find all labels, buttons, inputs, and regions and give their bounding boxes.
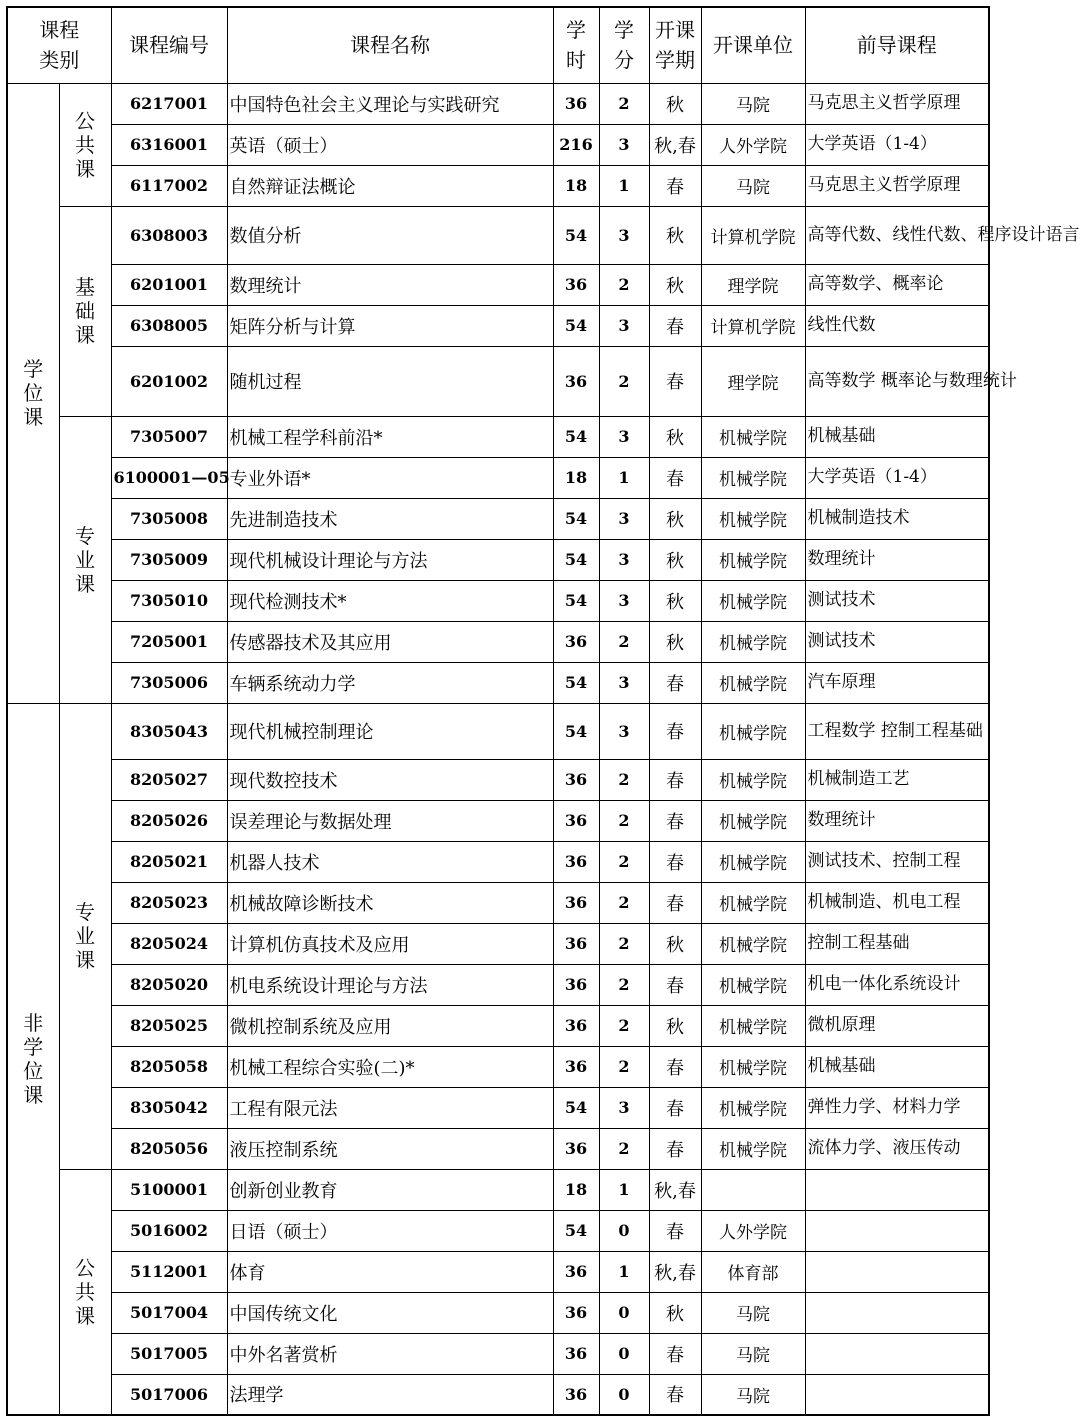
- course-name: 体育: [227, 1251, 553, 1292]
- course-credits: 3: [599, 416, 649, 457]
- course-semester: 春: [649, 457, 701, 498]
- course-name: 现代数控技术: [227, 759, 553, 800]
- course-hours: 54: [553, 1210, 599, 1251]
- course-prereq: 高等数学 概率论与数理统计: [805, 346, 989, 416]
- course-prereq: 测试技术: [805, 621, 989, 662]
- table-row: [7, 1374, 989, 1415]
- course-name: 工程有限元法: [227, 1087, 553, 1128]
- course-credits: 3: [599, 206, 649, 264]
- course-hours: 36: [553, 759, 599, 800]
- course-code: 7305006: [111, 662, 227, 703]
- course-code: 5112001: [111, 1251, 227, 1292]
- course-semester: 春: [649, 1374, 701, 1415]
- table-row: [7, 305, 989, 346]
- course-hours: 54: [553, 416, 599, 457]
- course-unit: 机械学院: [701, 1005, 805, 1046]
- group-nondegree: [7, 703, 59, 1415]
- course-semester: 秋: [649, 1005, 701, 1046]
- course-credits: 3: [599, 124, 649, 165]
- course-unit: 机械学院: [701, 498, 805, 539]
- course-credits: 2: [599, 1046, 649, 1087]
- course-name: 英语（硕士）: [227, 124, 553, 165]
- course-hours: 18: [553, 165, 599, 206]
- table-row: [7, 206, 989, 264]
- header-unit: 开课单位: [701, 7, 805, 83]
- course-name: 机械工程学科前沿*: [227, 416, 553, 457]
- course-code: 6201002: [111, 346, 227, 416]
- table-row: [7, 1251, 989, 1292]
- course-semester: 春: [649, 1210, 701, 1251]
- course-prereq: [805, 1333, 989, 1374]
- course-code: 8205024: [111, 923, 227, 964]
- course-unit: 机械学院: [701, 1046, 805, 1087]
- course-semester: 秋: [649, 1292, 701, 1333]
- course-hours: 54: [553, 498, 599, 539]
- course-credits: 2: [599, 1005, 649, 1046]
- course-credits: 2: [599, 346, 649, 416]
- course-prereq: [805, 1169, 989, 1210]
- course-prereq: [805, 1374, 989, 1415]
- course-name: 机电系统设计理论与方法: [227, 964, 553, 1005]
- course-semester: 秋,春: [649, 1251, 701, 1292]
- course-name: 创新创业教育: [227, 1169, 553, 1210]
- subgroup-nondegree-public: [59, 1169, 111, 1415]
- course-hours: 18: [553, 457, 599, 498]
- table-row: [7, 580, 989, 621]
- course-unit: 机械学院: [701, 539, 805, 580]
- course-prereq: 流体力学、液压传动: [805, 1128, 989, 1169]
- course-name: 现代检测技术*: [227, 580, 553, 621]
- course-code: 7305007: [111, 416, 227, 457]
- table-row: [7, 1128, 989, 1169]
- subgroup-nondegree-major: [59, 703, 111, 1169]
- course-hours: 36: [553, 1251, 599, 1292]
- table-row: [7, 703, 989, 759]
- course-semester: 秋: [649, 498, 701, 539]
- course-code: 6201001: [111, 264, 227, 305]
- header-category: [7, 7, 111, 83]
- table-row: [7, 416, 989, 457]
- table-row: [7, 1046, 989, 1087]
- course-hours: 36: [553, 923, 599, 964]
- course-semester: 春: [649, 1087, 701, 1128]
- course-code: 5017005: [111, 1333, 227, 1374]
- course-hours: 36: [553, 346, 599, 416]
- course-code: 6100001—05: [111, 457, 227, 498]
- course-name: 液压控制系统: [227, 1128, 553, 1169]
- course-prereq: 弹性力学、材料力学: [805, 1087, 989, 1128]
- course-credits: 3: [599, 1087, 649, 1128]
- course-semester: 春: [649, 759, 701, 800]
- course-prereq: 马克思主义哲学原理: [805, 83, 989, 124]
- course-prereq: 数理统计: [805, 800, 989, 841]
- course-hours: 36: [553, 1046, 599, 1087]
- course-hours: 54: [553, 539, 599, 580]
- course-code: 8205026: [111, 800, 227, 841]
- course-prereq: 测试技术、控制工程: [805, 841, 989, 882]
- course-prereq: [805, 1251, 989, 1292]
- table-row: [7, 346, 989, 416]
- course-name: 误差理论与数据处理: [227, 800, 553, 841]
- course-semester: 秋: [649, 264, 701, 305]
- course-prereq: 微机原理: [805, 1005, 989, 1046]
- course-unit: 体育部: [701, 1251, 805, 1292]
- course-credits: 3: [599, 539, 649, 580]
- course-prereq: 高等数学、概率论: [805, 264, 989, 305]
- course-credits: 2: [599, 759, 649, 800]
- course-hours: 36: [553, 1374, 599, 1415]
- course-prereq: [805, 1210, 989, 1251]
- course-code: 7305009: [111, 539, 227, 580]
- course-hours: 36: [553, 1333, 599, 1374]
- course-prereq: 汽车原理: [805, 662, 989, 703]
- course-unit: 马院: [701, 83, 805, 124]
- table-row: [7, 498, 989, 539]
- course-name: 机械工程综合实验(二)*: [227, 1046, 553, 1087]
- course-unit: 机械学院: [701, 457, 805, 498]
- header-category-line2: 类别: [39, 48, 80, 73]
- course-name: 矩阵分析与计算: [227, 305, 553, 346]
- course-semester: 秋,春: [649, 124, 701, 165]
- course-semester: 秋: [649, 539, 701, 580]
- header-credits: [599, 7, 649, 83]
- course-semester: 春: [649, 305, 701, 346]
- table-row: [7, 800, 989, 841]
- course-code: 7305010: [111, 580, 227, 621]
- table-row: [7, 1005, 989, 1046]
- course-unit: 马院: [701, 165, 805, 206]
- course-code: 8305042: [111, 1087, 227, 1128]
- subgroup-degree-basic-label: 基础课: [75, 275, 95, 347]
- course-semester: 春: [649, 1128, 701, 1169]
- group-degree-label: 学位课: [23, 357, 44, 429]
- header-semester-line2: 学期: [655, 48, 695, 73]
- course-code: 8205056: [111, 1128, 227, 1169]
- course-unit: 机械学院: [701, 923, 805, 964]
- course-hours: 36: [553, 841, 599, 882]
- course-unit: 机械学院: [701, 1087, 805, 1128]
- course-prereq: 机电一体化系统设计: [805, 964, 989, 1005]
- course-credits: 3: [599, 580, 649, 621]
- course-name: 机器人技术: [227, 841, 553, 882]
- table-row: [7, 457, 989, 498]
- course-code: 5100001: [111, 1169, 227, 1210]
- course-semester: 秋: [649, 580, 701, 621]
- group-degree: [7, 83, 59, 703]
- subgroup-degree-public-label: 公共课: [75, 108, 95, 181]
- course-name: 先进制造技术: [227, 498, 553, 539]
- subgroup-nondegree-major-label: 专业课: [75, 900, 95, 972]
- course-prereq: 数理统计: [805, 539, 989, 580]
- course-prereq: 机械制造技术: [805, 498, 989, 539]
- course-credits: 2: [599, 923, 649, 964]
- course-name: 数理统计: [227, 264, 553, 305]
- course-code: 7305008: [111, 498, 227, 539]
- course-semester: 春: [649, 662, 701, 703]
- course-name: 现代机械控制理论: [227, 703, 553, 759]
- course-semester: 春: [649, 165, 701, 206]
- course-unit: 机械学院: [701, 580, 805, 621]
- course-name: 中国传统文化: [227, 1292, 553, 1333]
- subgroup-degree-public: [59, 83, 111, 206]
- course-unit: 机械学院: [701, 759, 805, 800]
- course-unit: 计算机学院: [701, 206, 805, 264]
- course-credits: 0: [599, 1292, 649, 1333]
- course-credits: 3: [599, 703, 649, 759]
- course-credits: 2: [599, 800, 649, 841]
- course-unit: 马院: [701, 1333, 805, 1374]
- course-unit: 计算机学院: [701, 305, 805, 346]
- course-credits: 2: [599, 621, 649, 662]
- course-code: 5016002: [111, 1210, 227, 1251]
- course-code: 8205020: [111, 964, 227, 1005]
- curriculum-table: [6, 6, 1080, 1416]
- course-semester: 春: [649, 841, 701, 882]
- course-credits: 3: [599, 662, 649, 703]
- course-code: 8205025: [111, 1005, 227, 1046]
- table-row: [7, 1210, 989, 1251]
- course-credits: 1: [599, 1169, 649, 1210]
- table-row: [7, 923, 989, 964]
- course-name: 车辆系统动力学: [227, 662, 553, 703]
- course-credits: 2: [599, 964, 649, 1005]
- course-hours: 36: [553, 1292, 599, 1333]
- course-unit: 人外学院: [701, 124, 805, 165]
- course-name: 自然辩证法概论: [227, 165, 553, 206]
- course-name: 日语（硕士）: [227, 1210, 553, 1251]
- course-unit: 机械学院: [701, 800, 805, 841]
- course-semester: 春: [649, 1333, 701, 1374]
- header-category-line1: 课程: [39, 18, 80, 43]
- course-semester: 秋,春: [649, 1169, 701, 1210]
- course-name: 法理学: [227, 1374, 553, 1415]
- table-row: [7, 1087, 989, 1128]
- course-semester: 春: [649, 346, 701, 416]
- header-name: 课程名称: [227, 7, 553, 83]
- header-hours-line2: 时: [566, 48, 586, 73]
- course-prereq: 机械制造工艺: [805, 759, 989, 800]
- table-row: [7, 124, 989, 165]
- course-prereq: 工程数学 控制工程基础: [805, 703, 989, 759]
- course-semester: 秋: [649, 83, 701, 124]
- course-hours: 36: [553, 83, 599, 124]
- course-name: 中国特色社会主义理论与实践研究: [227, 83, 553, 124]
- subgroup-degree-basic: [59, 206, 111, 416]
- course-hours: 36: [553, 964, 599, 1005]
- course-hours: 36: [553, 882, 599, 923]
- subgroup-nondegree-public-label: 公共课: [75, 1255, 95, 1328]
- header-semester-line1: 开课: [655, 18, 695, 43]
- header-hours-line1: 学: [566, 18, 586, 43]
- course-name: 机械故障诊断技术: [227, 882, 553, 923]
- course-semester: 春: [649, 964, 701, 1005]
- course-semester: 秋: [649, 621, 701, 662]
- table-row: [7, 1292, 989, 1333]
- course-code: 6316001: [111, 124, 227, 165]
- table-row: [7, 621, 989, 662]
- course-code: 8205021: [111, 841, 227, 882]
- course-semester: 秋: [649, 416, 701, 457]
- course-credits: 3: [599, 305, 649, 346]
- course-unit: 马院: [701, 1374, 805, 1415]
- header-credits-line2: 分: [614, 48, 634, 73]
- course-hours: 36: [553, 1128, 599, 1169]
- table-row: [7, 841, 989, 882]
- table-row: [7, 165, 989, 206]
- course-unit: 机械学院: [701, 662, 805, 703]
- course-name: 微机控制系统及应用: [227, 1005, 553, 1046]
- header-credits-line1: 学: [614, 18, 634, 43]
- course-credits: 1: [599, 457, 649, 498]
- course-unit: 人外学院: [701, 1210, 805, 1251]
- course-prereq: 机械基础: [805, 1046, 989, 1087]
- course-unit: 机械学院: [701, 882, 805, 923]
- course-code: 6308003: [111, 206, 227, 264]
- course-prereq: 大学英语（1-4）: [805, 124, 989, 165]
- table-row: [7, 83, 989, 124]
- course-code: 6117002: [111, 165, 227, 206]
- course-code: 8205023: [111, 882, 227, 923]
- course-unit: 理学院: [701, 264, 805, 305]
- course-semester: 秋: [649, 206, 701, 264]
- course-hours: 54: [553, 1087, 599, 1128]
- course-name: 现代机械设计理论与方法: [227, 539, 553, 580]
- subgroup-degree-major: [59, 416, 111, 703]
- course-credits: 3: [599, 498, 649, 539]
- course-unit: 机械学院: [701, 1128, 805, 1169]
- table-row: [7, 964, 989, 1005]
- course-hours: 36: [553, 800, 599, 841]
- course-code: 8305043: [111, 703, 227, 759]
- course-hours: 54: [553, 662, 599, 703]
- table-row: [7, 662, 989, 703]
- course-name: 中外名著赏析: [227, 1333, 553, 1374]
- course-code: 6217001: [111, 83, 227, 124]
- course-credits: 1: [599, 165, 649, 206]
- header-code: 课程编号: [111, 7, 227, 83]
- course-name: 计算机仿真技术及应用: [227, 923, 553, 964]
- course-hours: 54: [553, 206, 599, 264]
- course-name: 专业外语*: [227, 457, 553, 498]
- table-row: [7, 759, 989, 800]
- course-code: 7205001: [111, 621, 227, 662]
- subgroup-degree-major-label: 专业课: [75, 523, 95, 596]
- course-hours: 216: [553, 124, 599, 165]
- course-semester: 春: [649, 800, 701, 841]
- course-code: 8205027: [111, 759, 227, 800]
- course-semester: 春: [649, 703, 701, 759]
- course-unit: 马院: [701, 1292, 805, 1333]
- course-hours: 36: [553, 621, 599, 662]
- course-credits: 2: [599, 841, 649, 882]
- course-prereq: 测试技术: [805, 580, 989, 621]
- table-row: [7, 539, 989, 580]
- course-name: 传感器技术及其应用: [227, 621, 553, 662]
- course-hours: 36: [553, 264, 599, 305]
- table-row: [7, 1169, 989, 1210]
- table-row: [7, 1333, 989, 1374]
- course-unit: [701, 1169, 805, 1210]
- course-unit: 机械学院: [701, 703, 805, 759]
- course-semester: 秋: [649, 923, 701, 964]
- course-unit: 机械学院: [701, 841, 805, 882]
- course-prereq: 控制工程基础: [805, 923, 989, 964]
- course-semester: 春: [649, 882, 701, 923]
- course-hours: 54: [553, 580, 599, 621]
- course-credits: 0: [599, 1333, 649, 1374]
- course-code: 5017004: [111, 1292, 227, 1333]
- course-prereq: 大学英语（1-4）: [805, 457, 989, 498]
- course-hours: 54: [553, 703, 599, 759]
- course-code: 6308005: [111, 305, 227, 346]
- header-prereq: 前导课程: [805, 7, 989, 83]
- course-name: 数值分析: [227, 206, 553, 264]
- course-credits: 1: [599, 1251, 649, 1292]
- group-nondegree-label: 非学位课: [23, 1010, 44, 1107]
- course-prereq: 机械制造、机电工程: [805, 882, 989, 923]
- course-code: 8205058: [111, 1046, 227, 1087]
- course-credits: 0: [599, 1210, 649, 1251]
- course-prereq: [805, 1292, 989, 1333]
- course-credits: 0: [599, 1374, 649, 1415]
- course-prereq: 线性代数: [805, 305, 989, 346]
- course-name: 随机过程: [227, 346, 553, 416]
- course-hours: 18: [553, 1169, 599, 1210]
- course-unit: 理学院: [701, 346, 805, 416]
- course-credits: 2: [599, 882, 649, 923]
- table-row: [7, 264, 989, 305]
- course-hours: 54: [553, 305, 599, 346]
- course-prereq: 马克思主义哲学原理: [805, 165, 989, 206]
- course-credits: 2: [599, 264, 649, 305]
- course-unit: 机械学院: [701, 621, 805, 662]
- course-unit: 机械学院: [701, 416, 805, 457]
- course-credits: 2: [599, 1128, 649, 1169]
- course-hours: 36: [553, 1005, 599, 1046]
- header-semester: [649, 7, 701, 83]
- course-credits: 2: [599, 83, 649, 124]
- course-unit: 机械学院: [701, 964, 805, 1005]
- course-code: 5017006: [111, 1374, 227, 1415]
- header-hours: [553, 7, 599, 83]
- course-prereq: 机械基础: [805, 416, 989, 457]
- header-row: [7, 7, 989, 83]
- course-prereq: 高等代数、线性代数、程序设计语言: [805, 206, 989, 264]
- course-semester: 春: [649, 1046, 701, 1087]
- table-row: [7, 882, 989, 923]
